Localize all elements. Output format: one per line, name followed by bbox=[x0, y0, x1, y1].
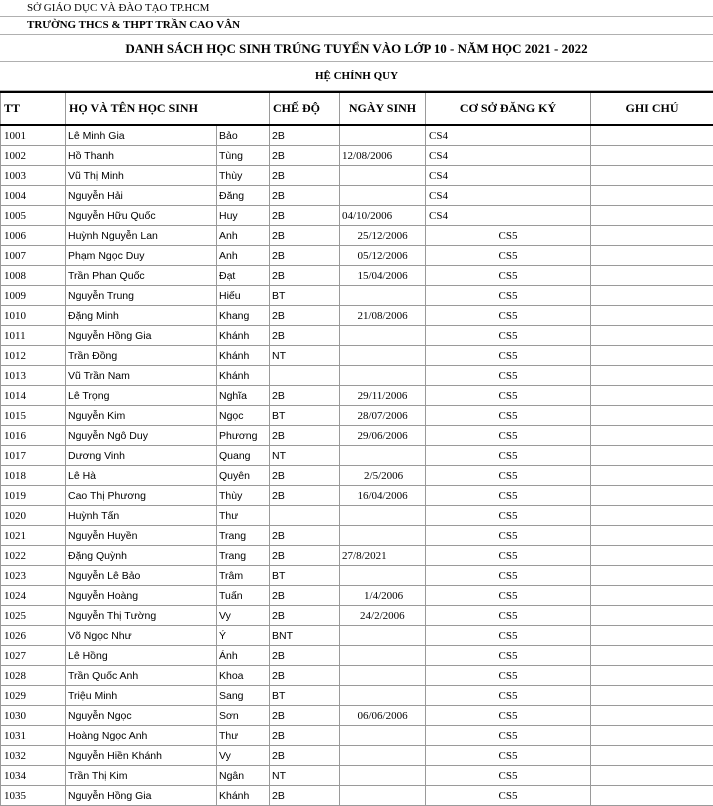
student-surname: Nguyễn Hồng Gia bbox=[66, 786, 217, 806]
student-given-name: Anh bbox=[217, 226, 270, 246]
table-row bbox=[1, 706, 713, 726]
student-given-name: Khánh bbox=[217, 366, 270, 386]
che-do-cell bbox=[270, 506, 340, 526]
ghi-chu-cell bbox=[591, 346, 713, 366]
ghi-chu-cell bbox=[591, 706, 713, 726]
table-row bbox=[1, 466, 713, 486]
che-do-cell: BT bbox=[270, 686, 340, 706]
campus-cell: CS5 bbox=[426, 226, 591, 246]
student-surname: Nguyễn Ngọc bbox=[66, 706, 217, 726]
student-given-name: Đạt bbox=[217, 266, 270, 286]
ghi-chu-cell bbox=[591, 306, 713, 326]
birth-date-cell: 05/12/2006 bbox=[340, 246, 426, 266]
table-row bbox=[1, 746, 713, 766]
row-number: 1030 bbox=[1, 706, 66, 726]
student-given-name: Khoa bbox=[217, 666, 270, 686]
row-number: 1015 bbox=[1, 406, 66, 426]
campus-cell: CS5 bbox=[426, 526, 591, 546]
student-surname: Trần Thị Kim bbox=[66, 766, 217, 786]
campus-cell: CS5 bbox=[426, 606, 591, 626]
student-surname: Hoàng Ngọc Anh bbox=[66, 726, 217, 746]
school-name: TRƯỜNG THCS & THPT TRẦN CAO VÂN bbox=[27, 19, 240, 31]
che-do-cell: NT bbox=[270, 346, 340, 366]
student-given-name: Thư bbox=[217, 726, 270, 746]
table-header-row bbox=[1, 92, 713, 125]
student-given-name: Anh bbox=[217, 246, 270, 266]
row-number: 1016 bbox=[1, 426, 66, 446]
student-given-name: Hiếu bbox=[217, 286, 270, 306]
student-given-name: Sơn bbox=[217, 706, 270, 726]
campus-cell: CS4 bbox=[426, 146, 591, 166]
table-row bbox=[1, 166, 713, 186]
col-header-name: HỌ VÀ TÊN HỌC SINH bbox=[66, 92, 270, 125]
row-number: 1017 bbox=[1, 446, 66, 466]
campus-cell: CS5 bbox=[426, 406, 591, 426]
row-number: 1009 bbox=[1, 286, 66, 306]
student-given-name: Khánh bbox=[217, 786, 270, 806]
ghi-chu-cell bbox=[591, 286, 713, 306]
birth-date-cell bbox=[340, 186, 426, 206]
table-row bbox=[1, 486, 713, 506]
campus-cell: CS5 bbox=[426, 486, 591, 506]
col-header-ngay-sinh: NGÀY SINH bbox=[340, 92, 426, 125]
campus-cell: CS4 bbox=[426, 166, 591, 186]
campus-cell: CS4 bbox=[426, 186, 591, 206]
table-row bbox=[1, 386, 713, 406]
row-number: 1031 bbox=[1, 726, 66, 746]
student-table bbox=[0, 91, 713, 806]
table-row bbox=[1, 286, 713, 306]
ghi-chu-cell bbox=[591, 506, 713, 526]
campus-cell: CS5 bbox=[426, 326, 591, 346]
ghi-chu-cell bbox=[591, 146, 713, 166]
table-row bbox=[1, 526, 713, 546]
col-header-ghi-chu: GHI CHÚ bbox=[591, 92, 713, 125]
row-number: 1006 bbox=[1, 226, 66, 246]
birth-date-cell: 15/04/2006 bbox=[340, 266, 426, 286]
student-given-name: Ngân bbox=[217, 766, 270, 786]
row-number: 1010 bbox=[1, 306, 66, 326]
student-given-name: Thùy bbox=[217, 486, 270, 506]
row-number: 1022 bbox=[1, 546, 66, 566]
row-number: 1029 bbox=[1, 686, 66, 706]
ghi-chu-cell bbox=[591, 566, 713, 586]
ghi-chu-cell bbox=[591, 546, 713, 566]
student-given-name: Nghĩa bbox=[217, 386, 270, 406]
table-row bbox=[1, 346, 713, 366]
campus-cell: CS5 bbox=[426, 566, 591, 586]
ghi-chu-cell bbox=[591, 326, 713, 346]
student-given-name: Tùng bbox=[217, 146, 270, 166]
birth-date-cell bbox=[340, 526, 426, 546]
che-do-cell: 2B bbox=[270, 526, 340, 546]
campus-cell: CS5 bbox=[426, 386, 591, 406]
row-number: 1008 bbox=[1, 266, 66, 286]
ghi-chu-cell bbox=[591, 606, 713, 626]
student-surname: Nguyễn Hoàng bbox=[66, 586, 217, 606]
che-do-cell: BNT bbox=[270, 626, 340, 646]
student-surname: Nguyễn Hữu Quốc bbox=[66, 206, 217, 226]
row-number: 1034 bbox=[1, 766, 66, 786]
che-do-cell: 2B bbox=[270, 466, 340, 486]
student-surname: Đặng Quỳnh bbox=[66, 546, 217, 566]
che-do-cell: 2B bbox=[270, 646, 340, 666]
student-surname: Huỳnh Nguyễn Lan bbox=[66, 226, 217, 246]
row-number: 1013 bbox=[1, 366, 66, 386]
che-do-cell: 2B bbox=[270, 706, 340, 726]
che-do-cell: 2B bbox=[270, 226, 340, 246]
birth-date-cell: 06/06/2006 bbox=[340, 706, 426, 726]
ghi-chu-cell bbox=[591, 686, 713, 706]
table-row bbox=[1, 206, 713, 226]
row-number: 1001 bbox=[1, 125, 66, 146]
campus-cell: CS4 bbox=[426, 125, 591, 146]
ghi-chu-cell bbox=[591, 486, 713, 506]
campus-cell: CS5 bbox=[426, 706, 591, 726]
student-given-name: Thư bbox=[217, 506, 270, 526]
table-row bbox=[1, 606, 713, 626]
ghi-chu-cell bbox=[591, 226, 713, 246]
student-surname: Võ Ngọc Như bbox=[66, 626, 217, 646]
ghi-chu-cell bbox=[591, 186, 713, 206]
row-number: 1014 bbox=[1, 386, 66, 406]
row-number: 1005 bbox=[1, 206, 66, 226]
col-header-che-do: CHẾ ĐỘ bbox=[270, 92, 340, 125]
che-do-cell: 2B bbox=[270, 786, 340, 806]
ghi-chu-cell bbox=[591, 426, 713, 446]
che-do-cell: NT bbox=[270, 446, 340, 466]
birth-date-cell bbox=[340, 506, 426, 526]
department-name: SỞ GIÁO DỤC VÀ ĐÀO TẠO TP.HCM bbox=[27, 2, 209, 14]
row-number: 1027 bbox=[1, 646, 66, 666]
campus-cell: CS5 bbox=[426, 446, 591, 466]
col-header-tt: TT bbox=[1, 92, 66, 125]
row-number: 1011 bbox=[1, 326, 66, 346]
student-given-name: Quang bbox=[217, 446, 270, 466]
row-number: 1024 bbox=[1, 586, 66, 606]
ghi-chu-cell bbox=[591, 206, 713, 226]
birth-date-cell bbox=[340, 746, 426, 766]
student-surname: Nguyễn Trung bbox=[66, 286, 217, 306]
row-number: 1007 bbox=[1, 246, 66, 266]
table-row bbox=[1, 766, 713, 786]
ghi-chu-cell bbox=[591, 646, 713, 666]
student-given-name: Sang bbox=[217, 686, 270, 706]
header-row-school bbox=[0, 17, 713, 35]
ghi-chu-cell bbox=[591, 746, 713, 766]
birth-date-cell: 1/4/2006 bbox=[340, 586, 426, 606]
ghi-chu-cell bbox=[591, 366, 713, 386]
student-surname: Trần Đồng bbox=[66, 346, 217, 366]
campus-cell: CS5 bbox=[426, 306, 591, 326]
birth-date-cell bbox=[340, 666, 426, 686]
ghi-chu-cell bbox=[591, 766, 713, 786]
row-number: 1025 bbox=[1, 606, 66, 626]
student-surname: Cao Thị Phương bbox=[66, 486, 217, 506]
student-given-name: Quyên bbox=[217, 466, 270, 486]
table-row bbox=[1, 186, 713, 206]
birth-date-cell: 25/12/2006 bbox=[340, 226, 426, 246]
campus-cell: CS5 bbox=[426, 466, 591, 486]
row-number: 1021 bbox=[1, 526, 66, 546]
student-surname: Nguyễn Kim bbox=[66, 406, 217, 426]
campus-cell: CS5 bbox=[426, 766, 591, 786]
student-given-name: Trâm bbox=[217, 566, 270, 586]
birth-date-cell bbox=[340, 125, 426, 146]
birth-date-cell bbox=[340, 326, 426, 346]
table-row bbox=[1, 506, 713, 526]
campus-cell: CS5 bbox=[426, 246, 591, 266]
che-do-cell: 2B bbox=[270, 266, 340, 286]
table-row bbox=[1, 306, 713, 326]
campus-cell: CS4 bbox=[426, 206, 591, 226]
student-given-name: Ý bbox=[217, 626, 270, 646]
che-do-cell: 2B bbox=[270, 586, 340, 606]
student-surname: Trần Phan Quốc bbox=[66, 266, 217, 286]
che-do-cell: 2B bbox=[270, 746, 340, 766]
student-surname: Đặng Minh bbox=[66, 306, 217, 326]
campus-cell: CS5 bbox=[426, 626, 591, 646]
row-number: 1026 bbox=[1, 626, 66, 646]
birth-date-cell: 24/2/2006 bbox=[340, 606, 426, 626]
birth-date-cell bbox=[340, 446, 426, 466]
page-title: DANH SÁCH HỌC SINH TRÚNG TUYỂN VÀO LỚP 10 - NĂM HỌC 2021 - 2022 bbox=[0, 35, 713, 62]
birth-date-cell bbox=[340, 566, 426, 586]
table-row bbox=[1, 726, 713, 746]
table-row bbox=[1, 646, 713, 666]
campus-cell: CS5 bbox=[426, 646, 591, 666]
student-given-name: Ngọc bbox=[217, 406, 270, 426]
table-row bbox=[1, 246, 713, 266]
student-surname: Vũ Thị Minh bbox=[66, 166, 217, 186]
student-given-name: Ánh bbox=[217, 646, 270, 666]
birth-date-cell: 16/04/2006 bbox=[340, 486, 426, 506]
birth-date-cell bbox=[340, 726, 426, 746]
student-surname: Triệu Minh bbox=[66, 686, 217, 706]
student-surname: Nguyễn Hải bbox=[66, 186, 217, 206]
che-do-cell: 2B bbox=[270, 666, 340, 686]
che-do-cell: BT bbox=[270, 566, 340, 586]
ghi-chu-cell bbox=[591, 266, 713, 286]
row-number: 1002 bbox=[1, 146, 66, 166]
row-number: 1023 bbox=[1, 566, 66, 586]
student-surname: Nguyễn Lê Bảo bbox=[66, 566, 217, 586]
campus-cell: CS5 bbox=[426, 786, 591, 806]
student-surname: Lê Hồng bbox=[66, 646, 217, 666]
student-surname: Nguyễn Thị Tường bbox=[66, 606, 217, 626]
birth-date-cell: 29/06/2006 bbox=[340, 426, 426, 446]
ghi-chu-cell bbox=[591, 446, 713, 466]
row-number: 1012 bbox=[1, 346, 66, 366]
ghi-chu-cell bbox=[591, 125, 713, 146]
table-row bbox=[1, 586, 713, 606]
che-do-cell: 2B bbox=[270, 206, 340, 226]
che-do-cell: NT bbox=[270, 766, 340, 786]
student-surname: Nguyễn Ngô Duy bbox=[66, 426, 217, 446]
table-row bbox=[1, 666, 713, 686]
campus-cell: CS5 bbox=[426, 546, 591, 566]
table-row bbox=[1, 226, 713, 246]
birth-date-cell bbox=[340, 286, 426, 306]
student-surname: Lê Minh Gia bbox=[66, 125, 217, 146]
student-given-name: Vy bbox=[217, 746, 270, 766]
che-do-cell: 2B bbox=[270, 386, 340, 406]
student-surname: Nguyễn Hồng Gia bbox=[66, 326, 217, 346]
student-given-name: Phương bbox=[217, 426, 270, 446]
ghi-chu-cell bbox=[591, 466, 713, 486]
che-do-cell: 2B bbox=[270, 426, 340, 446]
che-do-cell: 2B bbox=[270, 186, 340, 206]
row-number: 1018 bbox=[1, 466, 66, 486]
student-given-name: Huy bbox=[217, 206, 270, 226]
table-body bbox=[1, 125, 713, 806]
campus-cell: CS5 bbox=[426, 666, 591, 686]
che-do-cell: BT bbox=[270, 286, 340, 306]
birth-date-cell bbox=[340, 686, 426, 706]
table-row bbox=[1, 426, 713, 446]
table-row bbox=[1, 546, 713, 566]
campus-cell: CS5 bbox=[426, 686, 591, 706]
ghi-chu-cell bbox=[591, 666, 713, 686]
student-surname: Vũ Trần Nam bbox=[66, 366, 217, 386]
student-given-name: Tuấn bbox=[217, 586, 270, 606]
che-do-cell: 2B bbox=[270, 306, 340, 326]
student-surname: Hồ Thanh bbox=[66, 146, 217, 166]
che-do-cell: BT bbox=[270, 406, 340, 426]
table-row bbox=[1, 626, 713, 646]
birth-date-cell bbox=[340, 166, 426, 186]
campus-cell: CS5 bbox=[426, 426, 591, 446]
col-header-co-so: CƠ SỞ ĐĂNG KÝ bbox=[426, 92, 591, 125]
che-do-cell: 2B bbox=[270, 546, 340, 566]
row-number: 1028 bbox=[1, 666, 66, 686]
birth-date-cell bbox=[340, 626, 426, 646]
row-number: 1019 bbox=[1, 486, 66, 506]
birth-date-cell bbox=[340, 366, 426, 386]
che-do-cell: 2B bbox=[270, 606, 340, 626]
birth-date-cell bbox=[340, 346, 426, 366]
student-surname: Phạm Ngọc Duy bbox=[66, 246, 217, 266]
campus-cell: CS5 bbox=[426, 346, 591, 366]
birth-date-cell: 12/08/2006 bbox=[340, 146, 426, 166]
student-given-name: Khánh bbox=[217, 346, 270, 366]
row-number: 1035 bbox=[1, 786, 66, 806]
ghi-chu-cell bbox=[591, 406, 713, 426]
student-surname: Trần Quốc Anh bbox=[66, 666, 217, 686]
campus-cell: CS5 bbox=[426, 506, 591, 526]
student-surname: Huỳnh Tấn bbox=[66, 506, 217, 526]
che-do-cell: 2B bbox=[270, 486, 340, 506]
table-row bbox=[1, 566, 713, 586]
ghi-chu-cell bbox=[591, 726, 713, 746]
student-surname: Nguyễn Hiền Khánh bbox=[66, 746, 217, 766]
table-row bbox=[1, 266, 713, 286]
che-do-cell: 2B bbox=[270, 726, 340, 746]
row-number: 1004 bbox=[1, 186, 66, 206]
che-do-cell: 2B bbox=[270, 326, 340, 346]
birth-date-cell: 21/08/2006 bbox=[340, 306, 426, 326]
table-row bbox=[1, 366, 713, 386]
student-surname: Lê Trọng bbox=[66, 386, 217, 406]
che-do-cell bbox=[270, 366, 340, 386]
che-do-cell: 2B bbox=[270, 125, 340, 146]
student-given-name: Trang bbox=[217, 546, 270, 566]
birth-date-cell bbox=[340, 646, 426, 666]
campus-cell: CS5 bbox=[426, 286, 591, 306]
student-given-name: Bảo bbox=[217, 125, 270, 146]
table-row bbox=[1, 146, 713, 166]
student-surname: Dương Vinh bbox=[66, 446, 217, 466]
birth-date-cell: 29/11/2006 bbox=[340, 386, 426, 406]
row-number: 1020 bbox=[1, 506, 66, 526]
table-row bbox=[1, 125, 713, 146]
row-number: 1032 bbox=[1, 746, 66, 766]
birth-date-cell: 27/8/2021 bbox=[340, 546, 426, 566]
campus-cell: CS5 bbox=[426, 746, 591, 766]
student-given-name: Thùy bbox=[217, 166, 270, 186]
birth-date-cell: 28/07/2006 bbox=[340, 406, 426, 426]
row-number: 1003 bbox=[1, 166, 66, 186]
campus-cell: CS5 bbox=[426, 266, 591, 286]
che-do-cell: 2B bbox=[270, 166, 340, 186]
header-row-department bbox=[0, 0, 713, 17]
ghi-chu-cell bbox=[591, 386, 713, 406]
table-row bbox=[1, 686, 713, 706]
student-given-name: Vy bbox=[217, 606, 270, 626]
campus-cell: CS5 bbox=[426, 726, 591, 746]
birth-date-cell bbox=[340, 766, 426, 786]
student-given-name: Khang bbox=[217, 306, 270, 326]
che-do-cell: 2B bbox=[270, 146, 340, 166]
ghi-chu-cell bbox=[591, 526, 713, 546]
birth-date-cell: 2/5/2006 bbox=[340, 466, 426, 486]
student-surname: Lê Hà bbox=[66, 466, 217, 486]
student-given-name: Đăng bbox=[217, 186, 270, 206]
student-surname: Nguyễn Huyền bbox=[66, 526, 217, 546]
campus-cell: CS5 bbox=[426, 366, 591, 386]
ghi-chu-cell bbox=[591, 166, 713, 186]
ghi-chu-cell bbox=[591, 586, 713, 606]
table-row bbox=[1, 446, 713, 466]
campus-cell: CS5 bbox=[426, 586, 591, 606]
che-do-cell: 2B bbox=[270, 246, 340, 266]
ghi-chu-cell bbox=[591, 246, 713, 266]
student-given-name: Khánh bbox=[217, 326, 270, 346]
birth-date-cell: 04/10/2006 bbox=[340, 206, 426, 226]
table-row bbox=[1, 326, 713, 346]
student-given-name: Trang bbox=[217, 526, 270, 546]
ghi-chu-cell bbox=[591, 626, 713, 646]
page-subtitle: HỆ CHÍNH QUY bbox=[0, 62, 713, 91]
table-row bbox=[1, 406, 713, 426]
